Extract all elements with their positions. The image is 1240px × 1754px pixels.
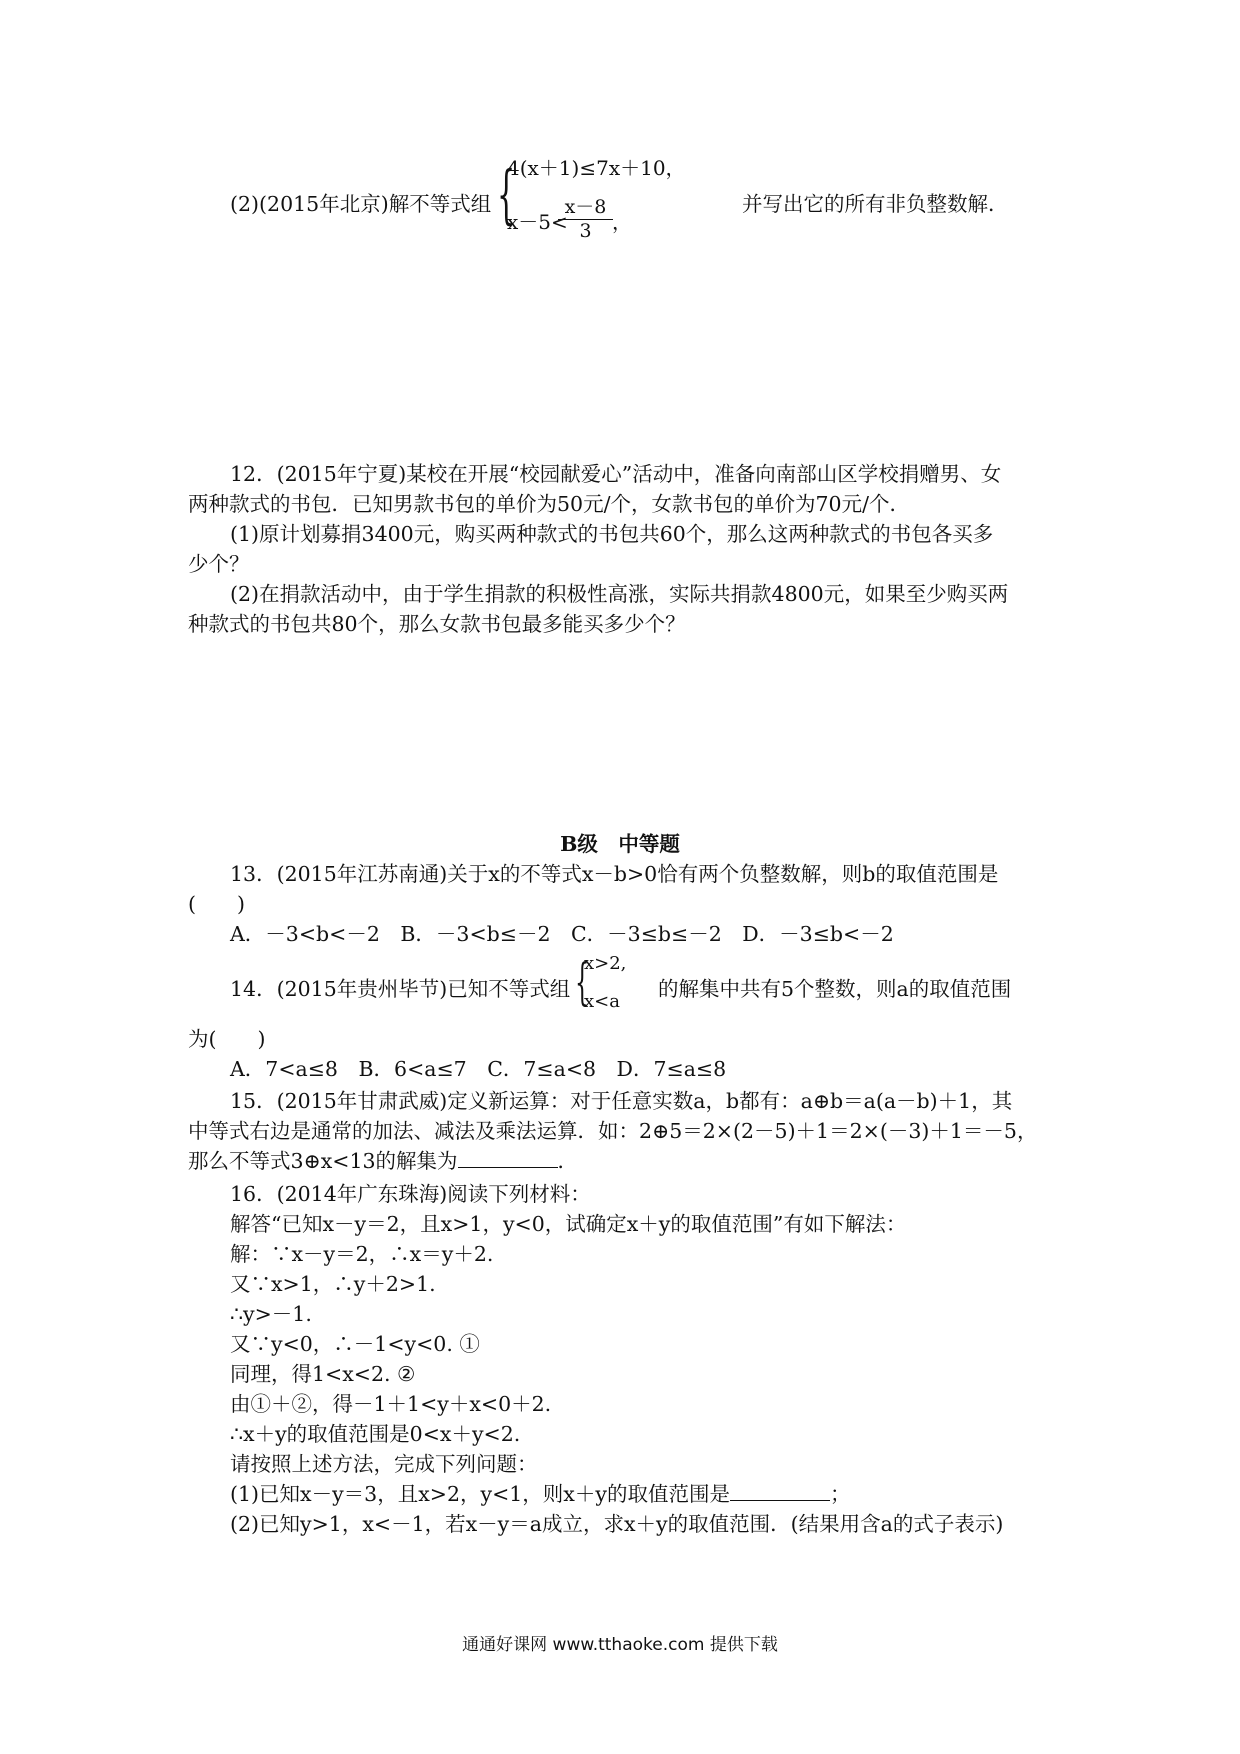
answer-blank <box>730 1482 830 1501</box>
q16-line-2: 解答“已知x－y＝2，且x>1，y<0，试确定x＋y的取值范围”有如下解法： <box>230 1212 907 1236</box>
q12-line-3: (1)原计划募捐3400元，购买两种款式的书包共60个，那么这两种款式的书包各买多 <box>230 522 994 546</box>
q14-trail: 的解集中共有5个整数，则a的取值范围 <box>658 977 1012 1001</box>
q15-line-3-text: 那么不等式3⊕x<13的解集为 <box>188 1149 458 1173</box>
footer-text: 通通好课网 www.tthaoke.com 提供下载 <box>462 1635 778 1655</box>
q13-line-2: ( ) <box>188 892 245 916</box>
q16-line-4: 又∵x>1，∴y＋2>1. <box>230 1272 436 1296</box>
q11-2-lead: (2)(2015年北京)解不等式组 <box>230 192 492 216</box>
q11-2-trail: 并写出它的所有非负整数解． <box>742 192 1009 216</box>
q16-line-9: ∴x＋y的取值范围是0<x＋y<2. <box>230 1422 521 1446</box>
q16-line-7: 同理，得1<x<2. ② <box>230 1362 416 1386</box>
q11-2-eq2-numerator: x－8 <box>558 192 613 220</box>
q13-options: A．－3<b<－2 B．－3<b≤－2 C．－3≤b≤－2 D．－3≤b<－2 <box>230 922 894 946</box>
q16-line-3: 解：∵x－y＝2，∴x＝y＋2. <box>230 1242 494 1266</box>
q16-line-1: 16．(2014年广东珠海)阅读下列材料： <box>230 1182 591 1206</box>
q15-line-2: 中等式右边是通常的加法、减法及乘法运算．如：2⊕5＝2×(2－5)＋1＝2×(－3)＋1＝－5， <box>188 1119 1038 1143</box>
q16-line-10: 请按照上述方法，完成下列问题： <box>230 1452 538 1476</box>
section-heading: B级 中等题 <box>560 832 680 856</box>
q16-line-12: (2)已知y>1，x<－1，若x－y＝a成立，求x＋y的取值范围．(结果用含a的式子表示) <box>230 1512 1004 1536</box>
q16-line-11 <box>230 1480 1060 1508</box>
q16-line-11-text: (1)已知x－y＝3，且x>2，y<1，则x＋y的取值范围是 <box>230 1482 730 1506</box>
q12-line-4: 少个？ <box>188 552 250 576</box>
q14-line-2: 为( ) <box>188 1027 266 1051</box>
q15-line-3 <box>188 1147 1058 1175</box>
answer-blank <box>458 1149 558 1168</box>
q14-eq2: x<a <box>584 991 620 1012</box>
q16-line-5: ∴y>－1. <box>230 1302 312 1326</box>
q16-line-8: 由①＋②，得－1＋1<y＋x<0＋2. <box>230 1392 552 1416</box>
q15-line-1: 15．(2015年甘肃武威)定义新运算：对于任意实数a，b都有：a⊕b＝a(a－b)＋1，其 <box>230 1089 1013 1113</box>
q14-options: A．7<a≤8 B．6<a≤7 C．7≤a<8 D．7≤a≤8 <box>230 1057 727 1081</box>
q16-line-6: 又∵y<0，∴－1<y<0. ① <box>230 1332 480 1356</box>
q11-2-eq2-left: x－5< <box>507 210 568 234</box>
system-brace: { <box>497 158 516 232</box>
q14-lead: 14．(2015年贵州毕节)已知不等式组 <box>230 977 571 1001</box>
q15-line-3-end: ． <box>557 1149 579 1173</box>
q13-line-1: 13．(2015年江苏南通)关于x的不等式x－b>0恰有两个负整数解，则b的取值范围是 <box>230 862 999 886</box>
q11-2-eq2-denominator: 3 <box>579 220 592 242</box>
q11-2-fraction <box>558 192 613 242</box>
q12-line-2: 两种款式的书包．已知男款书包的单价为50元/个，女款书包的单价为70元/个． <box>188 492 910 516</box>
q14-eq1: x>2, <box>584 953 627 974</box>
q16-line-11-end: ； <box>829 1482 851 1506</box>
q12-line-5: (2)在捐款活动中，由于学生捐款的积极性高涨，实际共捐款4800元，如果至少购买两 <box>230 582 1009 606</box>
q11-2-eq1: 4(x＋1)≤7x＋10， <box>507 156 686 180</box>
q11-2-eq2-tail: ， <box>612 210 632 234</box>
q12-line-6: 种款式的书包共80个，那么女款书包最多能买多少个？ <box>188 612 686 636</box>
q12-line-1: 12．(2015年宁夏)某校在开展“校园献爱心”活动中，准备向南部山区学校捐赠男、女 <box>230 462 1002 486</box>
q14-brace: { <box>575 953 590 1011</box>
